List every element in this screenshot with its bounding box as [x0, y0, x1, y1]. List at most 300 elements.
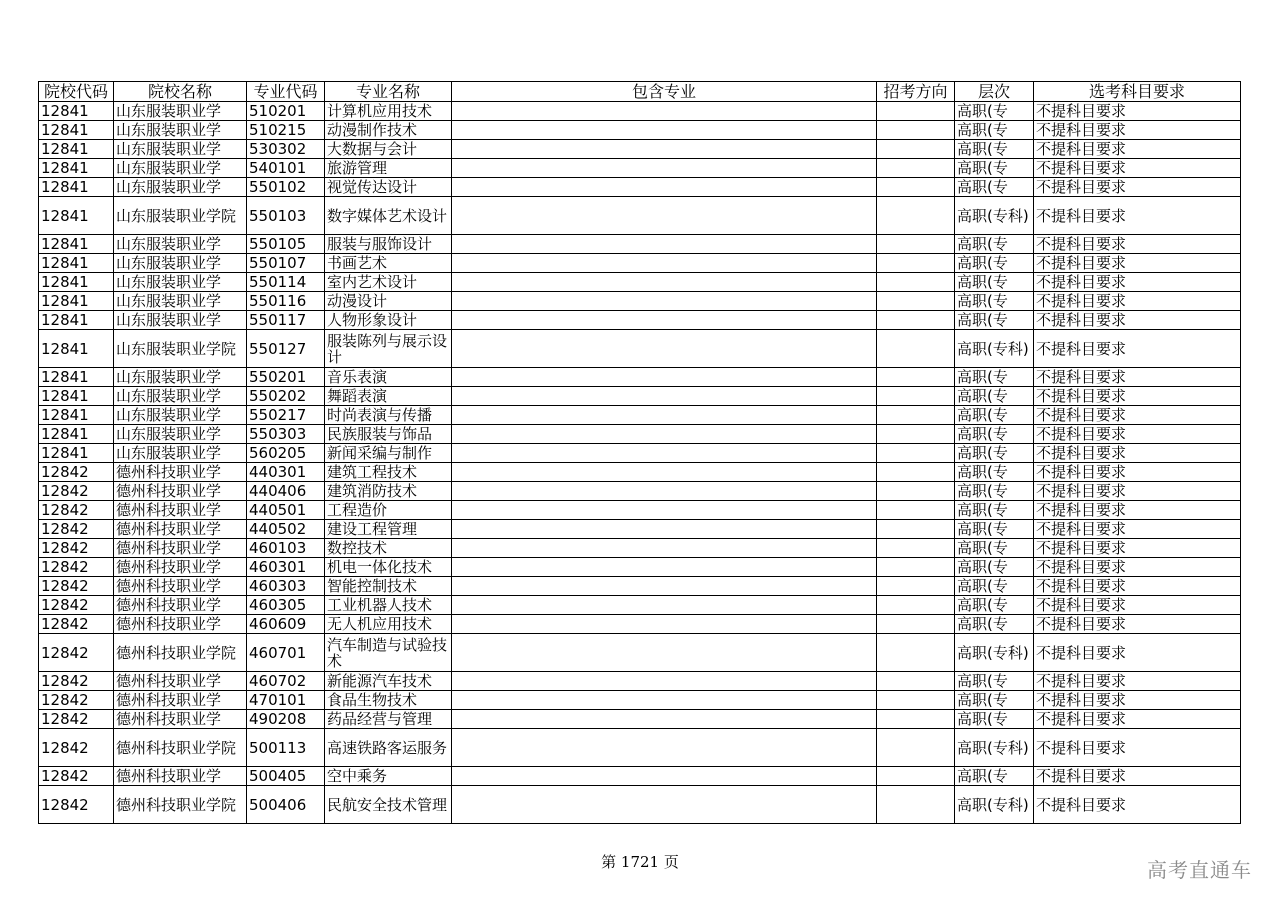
table-row	[39, 387, 1241, 406]
table-row	[39, 406, 1241, 425]
cell-direction	[877, 406, 955, 425]
header-level: 层次	[955, 82, 1034, 102]
cell-school-name: 德州科技职业学	[114, 482, 247, 501]
cell-level: 高职(专	[955, 501, 1034, 520]
cell-major-code: 460702	[247, 672, 325, 691]
cell-subject-requirement: 不提科目要求	[1034, 634, 1241, 672]
cell-school-name: 德州科技职业学	[114, 691, 247, 710]
table-row	[39, 539, 1241, 558]
cell-direction	[877, 767, 955, 786]
cell-direction	[877, 615, 955, 634]
cell-included-majors	[452, 634, 877, 672]
cell-direction	[877, 729, 955, 767]
cell-direction	[877, 273, 955, 292]
cell-level: 高职(专	[955, 558, 1034, 577]
cell-school-code: 12842	[39, 672, 114, 691]
cell-school-code: 12841	[39, 273, 114, 292]
cell-included-majors	[452, 140, 877, 159]
cell-school-name: 德州科技职业学	[114, 501, 247, 520]
cell-school-name: 山东服装职业学院	[114, 330, 247, 368]
cell-major-code: 550102	[247, 178, 325, 197]
cell-major-name: 人物形象设计	[325, 311, 452, 330]
cell-level: 高职(专	[955, 368, 1034, 387]
header-school-code: 院校代码	[39, 82, 114, 102]
cell-school-name: 山东服装职业学院	[114, 197, 247, 235]
cell-school-name: 德州科技职业学	[114, 520, 247, 539]
cell-level: 高职(专	[955, 292, 1034, 311]
cell-included-majors	[452, 729, 877, 767]
cell-major-code: 440301	[247, 463, 325, 482]
cell-direction	[877, 501, 955, 520]
table-row	[39, 558, 1241, 577]
cell-subject-requirement: 不提科目要求	[1034, 444, 1241, 463]
cell-school-name: 德州科技职业学	[114, 463, 247, 482]
cell-major-name: 大数据与会计	[325, 140, 452, 159]
cell-direction	[877, 539, 955, 558]
table-row	[39, 273, 1241, 292]
cell-subject-requirement: 不提科目要求	[1034, 520, 1241, 539]
cell-direction	[877, 520, 955, 539]
cell-direction	[877, 197, 955, 235]
table-row	[39, 482, 1241, 501]
cell-direction	[877, 710, 955, 729]
cell-major-code: 460609	[247, 615, 325, 634]
table-row	[39, 330, 1241, 368]
cell-major-name: 数字媒体艺术设计	[325, 197, 452, 235]
cell-included-majors	[452, 520, 877, 539]
cell-direction	[877, 634, 955, 672]
admissions-table	[38, 81, 1241, 824]
cell-major-name: 时尚表演与传播	[325, 406, 452, 425]
cell-school-name: 山东服装职业学	[114, 425, 247, 444]
table-row	[39, 691, 1241, 710]
cell-major-name: 旅游管理	[325, 159, 452, 178]
cell-major-code: 500405	[247, 767, 325, 786]
header-included-majors: 包含专业	[452, 82, 877, 102]
cell-major-name: 数控技术	[325, 539, 452, 558]
cell-school-name: 德州科技职业学	[114, 615, 247, 634]
cell-school-name: 山东服装职业学	[114, 254, 247, 273]
cell-level: 高职(专	[955, 539, 1034, 558]
cell-subject-requirement: 不提科目要求	[1034, 235, 1241, 254]
cell-major-code: 550202	[247, 387, 325, 406]
cell-subject-requirement: 不提科目要求	[1034, 406, 1241, 425]
table-row	[39, 634, 1241, 672]
cell-subject-requirement: 不提科目要求	[1034, 482, 1241, 501]
cell-subject-requirement: 不提科目要求	[1034, 273, 1241, 292]
cell-school-name: 山东服装职业学	[114, 368, 247, 387]
cell-subject-requirement: 不提科目要求	[1034, 102, 1241, 121]
cell-school-code: 12841	[39, 444, 114, 463]
cell-subject-requirement: 不提科目要求	[1034, 368, 1241, 387]
cell-major-name: 建筑工程技术	[325, 463, 452, 482]
cell-school-name: 德州科技职业学	[114, 596, 247, 615]
cell-school-code: 12842	[39, 634, 114, 672]
cell-major-name: 机电一体化技术	[325, 558, 452, 577]
cell-school-code: 12842	[39, 539, 114, 558]
cell-major-name: 服装与服饰设计	[325, 235, 452, 254]
cell-included-majors	[452, 425, 877, 444]
cell-major-name: 民航安全技术管理	[325, 786, 452, 824]
cell-school-code: 12841	[39, 121, 114, 140]
cell-subject-requirement: 不提科目要求	[1034, 311, 1241, 330]
cell-included-majors	[452, 387, 877, 406]
cell-level: 高职(专科)	[955, 330, 1034, 368]
cell-direction	[877, 558, 955, 577]
cell-major-name: 民族服装与饰品	[325, 425, 452, 444]
cell-subject-requirement: 不提科目要求	[1034, 710, 1241, 729]
cell-direction	[877, 596, 955, 615]
cell-major-name: 音乐表演	[325, 368, 452, 387]
cell-direction	[877, 482, 955, 501]
cell-major-name: 服装陈列与展示设计	[325, 330, 452, 368]
cell-level: 高职(专科)	[955, 634, 1034, 672]
cell-included-majors	[452, 368, 877, 387]
cell-major-name: 工业机器人技术	[325, 596, 452, 615]
cell-included-majors	[452, 159, 877, 178]
cell-major-name: 室内艺术设计	[325, 273, 452, 292]
table-row	[39, 140, 1241, 159]
cell-included-majors	[452, 121, 877, 140]
cell-level: 高职(专	[955, 520, 1034, 539]
cell-school-code: 12842	[39, 729, 114, 767]
cell-school-name: 德州科技职业学院	[114, 729, 247, 767]
table-row	[39, 197, 1241, 235]
cell-major-name: 舞蹈表演	[325, 387, 452, 406]
cell-school-name: 山东服装职业学	[114, 159, 247, 178]
cell-school-name: 山东服装职业学	[114, 292, 247, 311]
cell-included-majors	[452, 539, 877, 558]
cell-subject-requirement: 不提科目要求	[1034, 292, 1241, 311]
cell-school-name: 山东服装职业学	[114, 121, 247, 140]
cell-level: 高职(专	[955, 273, 1034, 292]
table-row	[39, 311, 1241, 330]
cell-direction	[877, 102, 955, 121]
cell-included-majors	[452, 178, 877, 197]
cell-major-code: 530302	[247, 140, 325, 159]
cell-subject-requirement: 不提科目要求	[1034, 596, 1241, 615]
cell-level: 高职(专科)	[955, 786, 1034, 824]
cell-school-code: 12842	[39, 463, 114, 482]
cell-subject-requirement: 不提科目要求	[1034, 425, 1241, 444]
cell-school-code: 12841	[39, 159, 114, 178]
cell-included-majors	[452, 615, 877, 634]
table-row	[39, 596, 1241, 615]
cell-subject-requirement: 不提科目要求	[1034, 387, 1241, 406]
cell-school-name: 山东服装职业学	[114, 311, 247, 330]
cell-school-code: 12841	[39, 178, 114, 197]
table-row	[39, 672, 1241, 691]
cell-school-name: 德州科技职业学	[114, 558, 247, 577]
cell-major-code: 550303	[247, 425, 325, 444]
cell-direction	[877, 178, 955, 197]
cell-major-name: 新闻采编与制作	[325, 444, 452, 463]
cell-major-name: 书画艺术	[325, 254, 452, 273]
cell-included-majors	[452, 482, 877, 501]
cell-direction	[877, 786, 955, 824]
cell-level: 高职(专	[955, 311, 1034, 330]
cell-school-code: 12841	[39, 425, 114, 444]
table-body	[39, 102, 1241, 824]
table-row	[39, 444, 1241, 463]
watermark: 高考直通车	[1147, 858, 1252, 882]
table-row	[39, 520, 1241, 539]
cell-included-majors	[452, 406, 877, 425]
cell-major-code: 550107	[247, 254, 325, 273]
cell-school-code: 12842	[39, 596, 114, 615]
cell-included-majors	[452, 444, 877, 463]
cell-school-code: 12841	[39, 254, 114, 273]
cell-subject-requirement: 不提科目要求	[1034, 178, 1241, 197]
cell-major-code: 560205	[247, 444, 325, 463]
cell-major-name: 新能源汽车技术	[325, 672, 452, 691]
cell-level: 高职(专	[955, 672, 1034, 691]
cell-school-code: 12841	[39, 311, 114, 330]
cell-included-majors	[452, 710, 877, 729]
cell-level: 高职(专	[955, 254, 1034, 273]
cell-major-code: 440502	[247, 520, 325, 539]
cell-level: 高职(专	[955, 767, 1034, 786]
cell-subject-requirement: 不提科目要求	[1034, 121, 1241, 140]
cell-major-name: 汽车制造与试验技术	[325, 634, 452, 672]
cell-direction	[877, 292, 955, 311]
header-major-name: 专业名称	[325, 82, 452, 102]
cell-major-code: 460103	[247, 539, 325, 558]
cell-school-code: 12842	[39, 710, 114, 729]
cell-level: 高职(专	[955, 102, 1034, 121]
cell-subject-requirement: 不提科目要求	[1034, 501, 1241, 520]
cell-level: 高职(专科)	[955, 729, 1034, 767]
cell-level: 高职(专	[955, 482, 1034, 501]
cell-major-code: 550103	[247, 197, 325, 235]
cell-level: 高职(专	[955, 444, 1034, 463]
table-row	[39, 368, 1241, 387]
cell-included-majors	[452, 254, 877, 273]
cell-school-code: 12841	[39, 368, 114, 387]
table-row	[39, 729, 1241, 767]
cell-major-name: 动漫设计	[325, 292, 452, 311]
cell-major-code: 510201	[247, 102, 325, 121]
cell-included-majors	[452, 767, 877, 786]
cell-major-name: 建设工程管理	[325, 520, 452, 539]
cell-major-code: 440406	[247, 482, 325, 501]
table-row	[39, 615, 1241, 634]
cell-included-majors	[452, 197, 877, 235]
cell-direction	[877, 235, 955, 254]
cell-school-code: 12842	[39, 520, 114, 539]
cell-major-code: 500113	[247, 729, 325, 767]
cell-direction	[877, 672, 955, 691]
cell-level: 高职(专科)	[955, 197, 1034, 235]
cell-included-majors	[452, 235, 877, 254]
cell-major-code: 550201	[247, 368, 325, 387]
cell-subject-requirement: 不提科目要求	[1034, 767, 1241, 786]
cell-school-name: 山东服装职业学	[114, 178, 247, 197]
cell-included-majors	[452, 577, 877, 596]
cell-direction	[877, 425, 955, 444]
cell-school-name: 山东服装职业学	[114, 406, 247, 425]
cell-subject-requirement: 不提科目要求	[1034, 558, 1241, 577]
cell-subject-requirement: 不提科目要求	[1034, 691, 1241, 710]
cell-school-code: 12841	[39, 197, 114, 235]
cell-major-name: 药品经营与管理	[325, 710, 452, 729]
cell-direction	[877, 577, 955, 596]
cell-school-code: 12841	[39, 140, 114, 159]
cell-included-majors	[452, 292, 877, 311]
cell-included-majors	[452, 501, 877, 520]
cell-school-name: 山东服装职业学	[114, 102, 247, 121]
cell-school-name: 山东服装职业学	[114, 273, 247, 292]
cell-direction	[877, 330, 955, 368]
cell-level: 高职(专	[955, 463, 1034, 482]
cell-subject-requirement: 不提科目要求	[1034, 615, 1241, 634]
cell-major-code: 510215	[247, 121, 325, 140]
table-row	[39, 292, 1241, 311]
cell-level: 高职(专	[955, 159, 1034, 178]
cell-major-code: 460301	[247, 558, 325, 577]
table-row	[39, 767, 1241, 786]
cell-subject-requirement: 不提科目要求	[1034, 463, 1241, 482]
cell-direction	[877, 368, 955, 387]
table-row	[39, 254, 1241, 273]
cell-subject-requirement: 不提科目要求	[1034, 729, 1241, 767]
cell-major-code: 550217	[247, 406, 325, 425]
page-number: 第 1721 页	[601, 853, 679, 871]
cell-direction	[877, 121, 955, 140]
cell-direction	[877, 254, 955, 273]
cell-direction	[877, 691, 955, 710]
cell-included-majors	[452, 463, 877, 482]
cell-school-code: 12841	[39, 235, 114, 254]
cell-included-majors	[452, 672, 877, 691]
cell-major-name: 无人机应用技术	[325, 615, 452, 634]
cell-included-majors	[452, 786, 877, 824]
cell-major-name: 视觉传达设计	[325, 178, 452, 197]
table-row	[39, 235, 1241, 254]
cell-school-code: 12841	[39, 387, 114, 406]
cell-major-code: 440501	[247, 501, 325, 520]
cell-level: 高职(专	[955, 387, 1034, 406]
table-row	[39, 463, 1241, 482]
cell-school-name: 德州科技职业学	[114, 767, 247, 786]
cell-included-majors	[452, 330, 877, 368]
cell-major-code: 550105	[247, 235, 325, 254]
cell-major-name: 建筑消防技术	[325, 482, 452, 501]
cell-subject-requirement: 不提科目要求	[1034, 577, 1241, 596]
cell-major-name: 动漫制作技术	[325, 121, 452, 140]
cell-school-name: 德州科技职业学	[114, 672, 247, 691]
cell-direction	[877, 444, 955, 463]
cell-major-code: 460701	[247, 634, 325, 672]
cell-school-name: 山东服装职业学	[114, 387, 247, 406]
cell-subject-requirement: 不提科目要求	[1034, 672, 1241, 691]
cell-school-name: 德州科技职业学院	[114, 634, 247, 672]
table-row	[39, 178, 1241, 197]
cell-level: 高职(专	[955, 710, 1034, 729]
table-row	[39, 102, 1241, 121]
cell-major-code: 550127	[247, 330, 325, 368]
cell-major-name: 高速铁路客运服务	[325, 729, 452, 767]
cell-level: 高职(专	[955, 178, 1034, 197]
cell-subject-requirement: 不提科目要求	[1034, 786, 1241, 824]
cell-direction	[877, 463, 955, 482]
cell-included-majors	[452, 596, 877, 615]
cell-major-code: 500406	[247, 786, 325, 824]
cell-major-code: 540101	[247, 159, 325, 178]
cell-school-code: 12842	[39, 786, 114, 824]
cell-level: 高职(专	[955, 121, 1034, 140]
cell-direction	[877, 311, 955, 330]
cell-school-name: 德州科技职业学	[114, 539, 247, 558]
cell-school-name: 山东服装职业学	[114, 140, 247, 159]
cell-level: 高职(专	[955, 615, 1034, 634]
cell-level: 高职(专	[955, 235, 1034, 254]
cell-included-majors	[452, 102, 877, 121]
cell-direction	[877, 387, 955, 406]
table-row	[39, 425, 1241, 444]
cell-school-code: 12842	[39, 482, 114, 501]
cell-school-code: 12842	[39, 558, 114, 577]
table-header-row	[39, 82, 1241, 102]
cell-level: 高职(专	[955, 577, 1034, 596]
cell-major-code: 460305	[247, 596, 325, 615]
cell-school-code: 12842	[39, 691, 114, 710]
cell-level: 高职(专	[955, 691, 1034, 710]
cell-subject-requirement: 不提科目要求	[1034, 539, 1241, 558]
cell-direction	[877, 140, 955, 159]
header-direction: 招考方向	[877, 82, 955, 102]
cell-major-name: 智能控制技术	[325, 577, 452, 596]
cell-subject-requirement: 不提科目要求	[1034, 159, 1241, 178]
cell-major-code: 550114	[247, 273, 325, 292]
cell-major-name: 工程造价	[325, 501, 452, 520]
table-row	[39, 710, 1241, 729]
cell-school-code: 12842	[39, 577, 114, 596]
cell-level: 高职(专	[955, 406, 1034, 425]
cell-direction	[877, 159, 955, 178]
cell-school-name: 山东服装职业学	[114, 235, 247, 254]
cell-major-code: 470101	[247, 691, 325, 710]
cell-level: 高职(专	[955, 140, 1034, 159]
cell-major-code: 550116	[247, 292, 325, 311]
table-row	[39, 121, 1241, 140]
cell-school-code: 12841	[39, 406, 114, 425]
cell-level: 高职(专	[955, 596, 1034, 615]
cell-included-majors	[452, 558, 877, 577]
cell-school-code: 12841	[39, 292, 114, 311]
header-major-code: 专业代码	[247, 82, 325, 102]
cell-school-code: 12841	[39, 102, 114, 121]
table-row	[39, 786, 1241, 824]
header-subject-requirement: 选考科目要求	[1034, 82, 1241, 102]
cell-subject-requirement: 不提科目要求	[1034, 140, 1241, 159]
cell-school-code: 12842	[39, 501, 114, 520]
cell-major-name: 空中乘务	[325, 767, 452, 786]
cell-major-name: 计算机应用技术	[325, 102, 452, 121]
cell-included-majors	[452, 273, 877, 292]
cell-school-name: 山东服装职业学	[114, 444, 247, 463]
cell-included-majors	[452, 311, 877, 330]
table-row	[39, 159, 1241, 178]
cell-included-majors	[452, 691, 877, 710]
cell-school-code: 12842	[39, 615, 114, 634]
table-row	[39, 501, 1241, 520]
cell-major-code: 490208	[247, 710, 325, 729]
cell-school-name: 德州科技职业学院	[114, 786, 247, 824]
cell-school-code: 12841	[39, 330, 114, 368]
cell-school-code: 12842	[39, 767, 114, 786]
table-row	[39, 577, 1241, 596]
